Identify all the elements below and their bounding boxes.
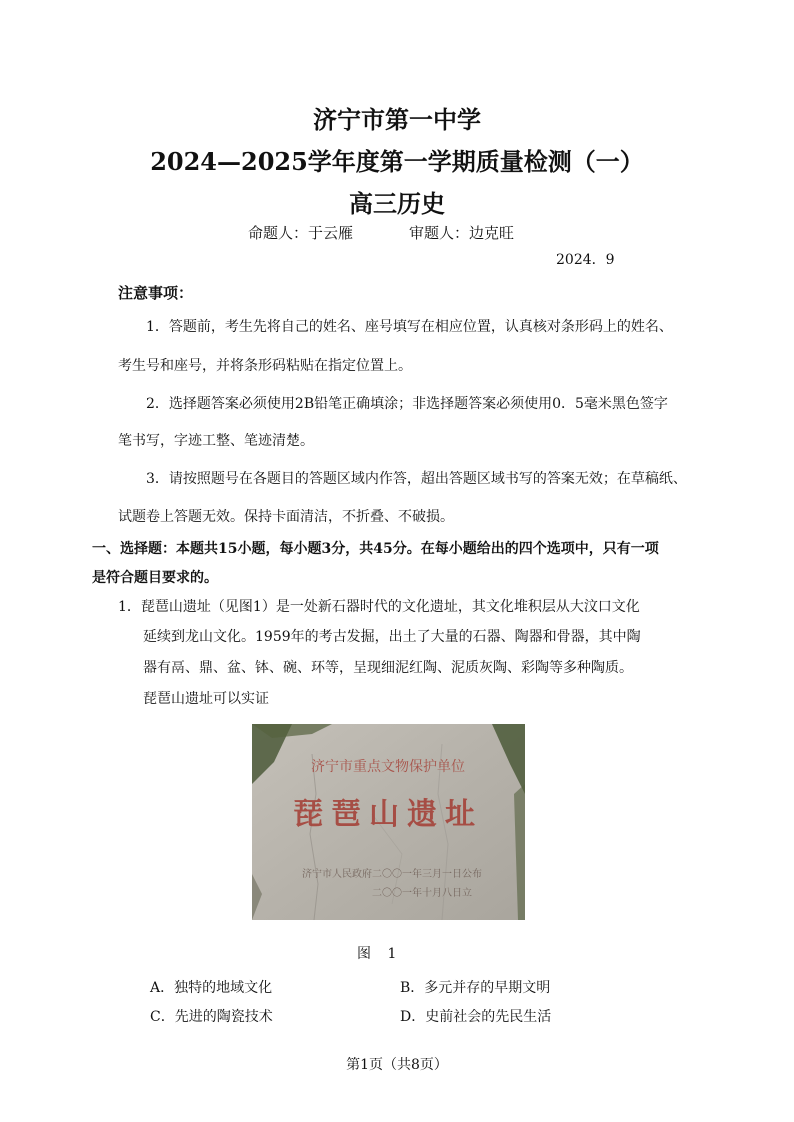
question-1-line-3: 器有鬲、鼎、盆、钵、碗、环等，呈现细泥红陶、泥质灰陶、彩陶等多种陶质。 bbox=[143, 660, 633, 676]
page-number: 第1页（共8页） bbox=[346, 1057, 448, 1073]
school-title: 济宁市第一中学 bbox=[313, 105, 481, 134]
notice-item-1-line-1: 1．答题前，考生先将自己的姓名、座号填写在相应位置，认真核对条形码上的姓名、 bbox=[146, 319, 673, 335]
option-c: C．先进的陶瓷技术 bbox=[150, 1009, 273, 1025]
monument-bottom-line-2: 二〇〇一年十月八日立 bbox=[372, 888, 472, 899]
section-1-heading-line-2: 是符合题目要求的。 bbox=[92, 570, 218, 586]
notice-item-2-line-1: 2．选择题答案必须使用2B铅笔正确填涂；非选择题答案必须使用0．5毫米黑色签字 bbox=[146, 396, 668, 412]
notice-item-1-line-2: 考生号和座号，并将条形码粘贴在指定位置上。 bbox=[118, 358, 412, 374]
notice-heading: 注意事项： bbox=[118, 284, 194, 302]
notice-item-3-line-1: 3．请按照题号在各题目的答题区域内作答，超出答题区域书写的答案无效；在草稿纸、 bbox=[146, 471, 687, 487]
question-1-line-2: 延续到龙山文化。1959年的考古发掘，出土了大量的石器、陶器和骨器，其中陶 bbox=[143, 629, 641, 645]
exam-title: 2024—2025学年度第一学期质量检测（一） bbox=[150, 147, 644, 176]
section-1-heading-line-1: 一、选择题：本题共15小题，每小题3分，共45分。在每小题给出的四个选项中，只有一项 bbox=[92, 541, 659, 557]
notice-item-2-line-2: 笔书写，字迹工整、笔迹清楚。 bbox=[118, 433, 314, 449]
option-d: D．史前社会的先民生活 bbox=[400, 1009, 552, 1025]
question-1-line-1: 1．琵琶山遗址（见图1）是一处新石器时代的文化遗址，其文化堆积层从大汶口文化 bbox=[118, 599, 640, 615]
monument-bottom-line-1: 济宁市人民政府二〇〇一年三月一日公布 bbox=[302, 869, 482, 880]
option-b: B．多元并存的早期文明 bbox=[400, 980, 551, 996]
stone-monument-photo bbox=[252, 724, 525, 920]
reviewer: 审题人：边克旺 bbox=[409, 224, 515, 242]
notice-item-3-line-2: 试题卷上答题无效。保持卡面清洁，不折叠、不破损。 bbox=[118, 509, 454, 525]
subject-title: 高三历史 bbox=[349, 189, 445, 218]
figure-1-caption: 图 1 bbox=[357, 946, 403, 962]
monument-main-text: 琵琶山遗址 bbox=[293, 797, 483, 832]
setter: 命题人：于云雁 bbox=[248, 224, 354, 242]
monument-top-line: 济宁市重点文物保护单位 bbox=[311, 759, 465, 775]
authors-line bbox=[248, 222, 514, 243]
option-a: A．独特的地域文化 bbox=[150, 980, 273, 996]
exam-date: 2024．9 bbox=[556, 252, 615, 268]
figure-1-stone-monument bbox=[252, 724, 525, 920]
question-1-line-4: 琵琶山遗址可以实证 bbox=[143, 691, 269, 707]
